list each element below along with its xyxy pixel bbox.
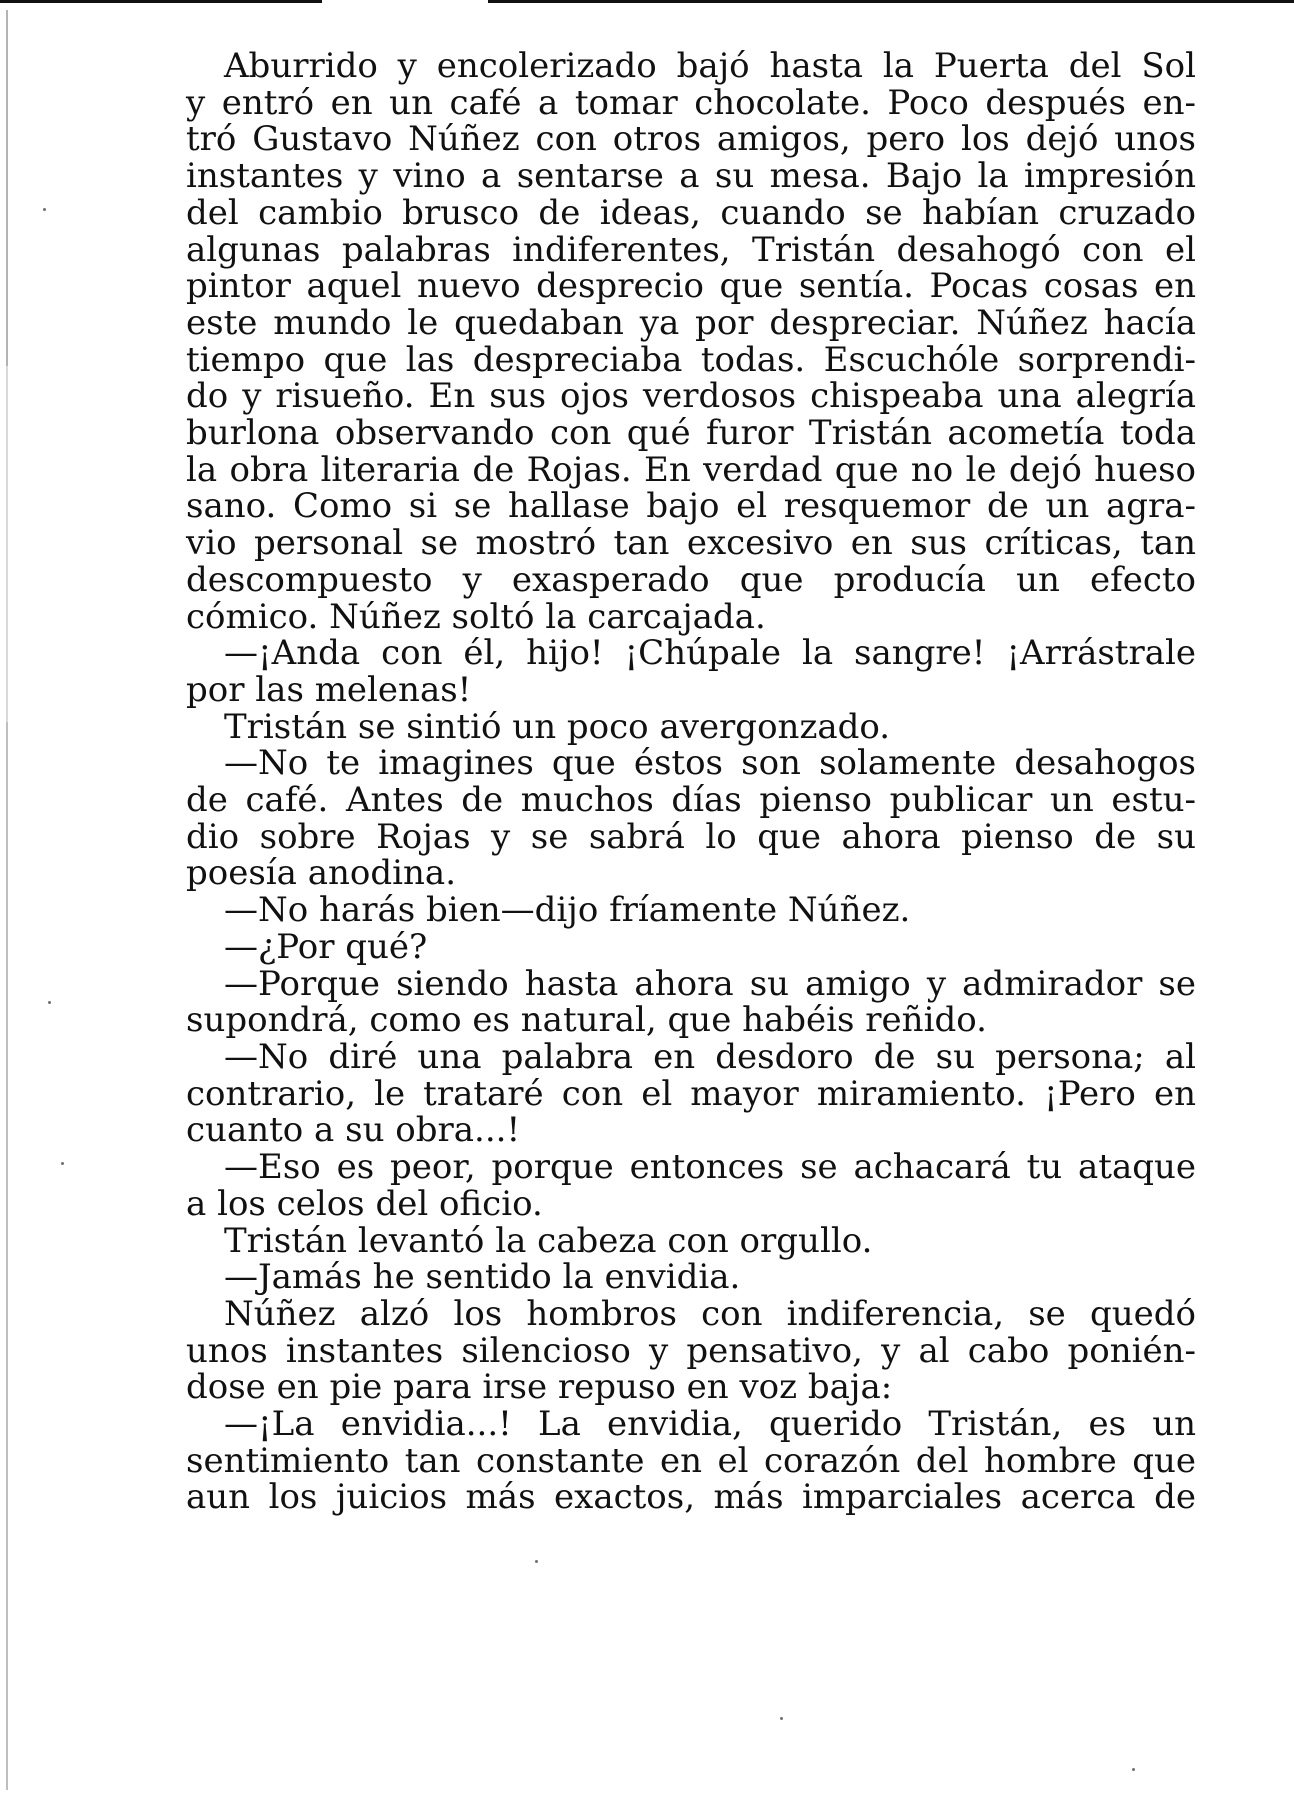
text-line: Aburrido y encolerizado bajó hasta la Puerta del Sol	[224, 46, 1196, 86]
dialogue-line: —Eso es peor, porque entonces se achacará tu ataque	[224, 1147, 1196, 1188]
dialogue-line: cuanto a su obra...!	[186, 1110, 521, 1151]
text-line: este mundo le quedaban ya por despreciar. Núñez hacía	[186, 302, 1196, 343]
scan-speck	[535, 1560, 538, 1563]
top-rule-left	[0, 0, 322, 3]
text-line: unos instantes silencioso y pensativo, y al cabo ponién-	[186, 1330, 1196, 1371]
text-line: del cambio brusco de ideas, cuando se habían cruzado	[186, 192, 1196, 233]
dialogue-line: poesía anodina.	[186, 853, 457, 894]
text-line: vio personal se mostró tan excesivo en sus críticas, tan	[186, 523, 1196, 564]
text-line: Tristán se sintió un poco avergonzado.	[224, 706, 891, 747]
dialogue-line: —¡Anda con él, hijo! ¡Chúpale la sangre! ¡Arrástrale	[224, 633, 1196, 674]
scan-speck	[780, 1717, 783, 1720]
text-line: Tristán levantó la cabeza con orgullo.	[224, 1220, 873, 1261]
text-line: dose en pie para irse repuso en voz baja:	[186, 1367, 893, 1408]
top-rule-right	[488, 0, 1294, 3]
dialogue-line: a los celos del oficio.	[186, 1183, 543, 1224]
text-line: pintor aquel nuevo desprecio que sentía. Pocas cosas en	[186, 266, 1196, 307]
text-line: tró Gustavo Núñez con otros amigos, pero los dejó unos	[186, 119, 1196, 160]
dialogue-line: —No harás bien—dijo fríamente Núñez.	[224, 890, 911, 931]
scan-speck	[48, 1001, 51, 1004]
dialogue-line: —Jamás he sentido la envidia.	[224, 1257, 741, 1298]
text-line: tiempo que las despreciaba todas. Escuchóle sorprendi-	[186, 339, 1196, 380]
dialogue-line: —¿Por qué?	[224, 926, 428, 967]
body-text	[186, 48, 1196, 1516]
dialogue-line: por las melenas!	[186, 669, 472, 710]
dialogue-line: —No te imagines que éstos son solamente desahogos	[224, 743, 1196, 784]
left-margin-scan-edge	[6, 10, 8, 1790]
text-line: la obra literaria de Rojas. En verdad que no le dejó hueso	[186, 449, 1196, 490]
dialogue-line: supondrá, como es natural, que habéis reñido.	[186, 1000, 987, 1041]
text-line: descompuesto y exasperado que producía un efecto	[186, 559, 1196, 600]
text-line: burlona observando con qué furor Tristán acometía toda	[186, 413, 1196, 454]
dialogue-line: dio sobre Rojas y se sabrá lo que ahora pienso de su	[186, 816, 1196, 857]
text-line: algunas palabras indiferentes, Tristán desahogó con el	[186, 229, 1196, 270]
scan-speck	[1132, 1768, 1135, 1771]
text-line: y entró en un café a tomar chocolate. Poco después en-	[186, 82, 1196, 123]
dialogue-line: sentimiento tan constante en el corazón del hombre que	[186, 1440, 1196, 1481]
scan-speck	[43, 208, 46, 211]
text-line: do y risueño. En sus ojos verdosos chispeaba una alegría	[186, 376, 1196, 417]
text-line: Núñez alzó los hombros con indiferencia, se quedó	[224, 1293, 1196, 1334]
dialogue-line: —¡La envidia...! La envidia, querido Tristán, es un	[224, 1404, 1196, 1445]
dialogue-line: aun los juicios más exactos, más imparciales acerca de	[186, 1477, 1196, 1518]
text-line: sano. Como si se hallase bajo el resquemor de un agra-	[186, 486, 1196, 527]
text-line: cómico. Núñez soltó la carcajada.	[186, 596, 766, 637]
dialogue-line: de café. Antes de muchos días pienso publicar un estu-	[186, 780, 1196, 821]
dialogue-line: contrario, le trataré con el mayor miramiento. ¡Pero en	[186, 1073, 1196, 1114]
dialogue-line: —No diré una palabra en desdoro de su persona; al	[224, 1036, 1196, 1077]
text-line: instantes y vino a sentarse a su mesa. Bajo la impresión	[186, 156, 1196, 197]
scan-speck	[61, 1162, 64, 1165]
dialogue-line: —Porque siendo hasta ahora su amigo y admirador se	[224, 963, 1196, 1004]
